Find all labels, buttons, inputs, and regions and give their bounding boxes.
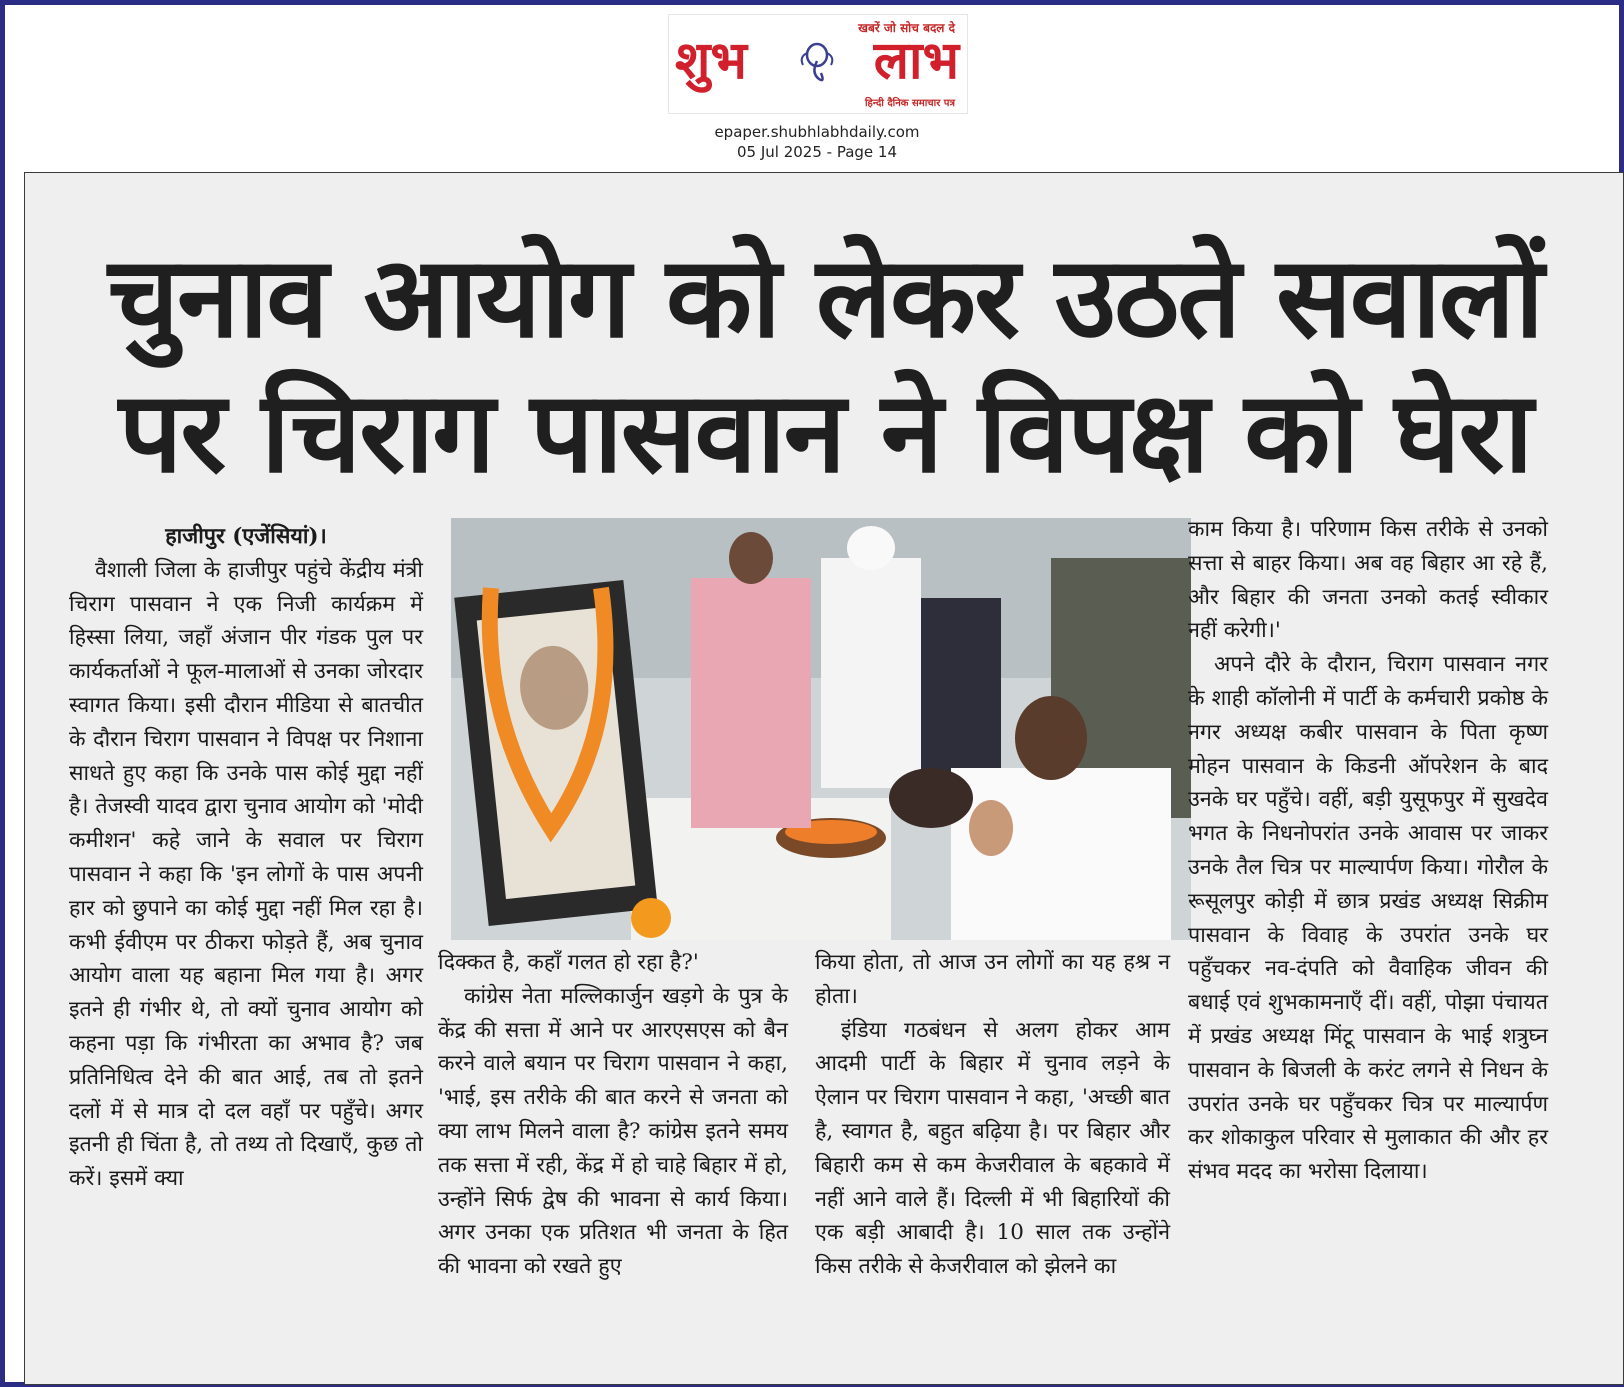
headline-line-1: चुनाव आयोग को लेकर उठते सवालों [107, 233, 1543, 363]
column-2-paragraph-2: कांग्रेस नेता मल्लिकार्जुन खड़गे के पुत्र के केंद्र की सत्ता में आने पर आरएसएस को बैन करने वाले बयान पर चिराग पासवान ने कहा, 'भाई, इस तरीके की बात करने से जनता को क्या लाभ मिलने वाला है? कांग्रेस इतने समय तक सत्ता में रही, केंद्र में हो चाहे बिहार में हो, उन्होंने सिर्फ द्वेष की भावना से कार्य किया। अगर उनका एक प्रतिशत भी जनता के हित की भावना को रखते हुए [438, 983, 788, 1280]
article-clipping [24, 172, 1624, 1385]
ganesha-emblem-icon [797, 39, 837, 87]
epaper-url[interactable]: epaper.shubhlabhdaily.com [714, 123, 920, 141]
column-4-paragraph-1: काम किया है। परिणाम किस तरीके से उनको सत्ता से बाहर किया। अब वह बिहार आ रहे हैं, और बिहार की जनता उनको कतई स्वीकार नहीं करेगी।' [1188, 517, 1548, 644]
dateline: हाजीपुर (एजेंसियां)। [165, 524, 327, 549]
news-photo [451, 518, 1191, 940]
article-column-2 [438, 946, 788, 1284]
edition-date-page: 05 Jul 2025 - Page 14 [736, 143, 897, 161]
article-column-3 [815, 946, 1170, 1284]
logo-text-right: लाभ [873, 31, 959, 91]
column-3-paragraph-2: इंडिया गठबंधन से अलग होकर आम आदमी पार्टी के बिहार में चुनाव लड़ने के ऐलान पर चिराग पासवान ने कहा, 'अच्छी बात है, स्वागत है, बहुत बढ़िया है। पर बिहार और बिहारी कम से कम केजरीवाल के बहकावे में नहीं आने वाले हैं। दिल्ली में भी बिहारियों की एक बड़ी आबादी है। 10 साल तक उन्होंने किस तरीके से केजरीवाल को झेलने का [815, 1017, 1170, 1280]
column-4-paragraph-2: अपने दौरे के दौरान, चिराग पासवान नगर के शाही कॉलोनी में पार्टी के कर्मचारी प्रकोष्ठ के नगर अध्यक्ष कबीर पासवान के पिता कृष्ण मोहन पासवान के किडनी ऑपरेशन के बाद उनके घर पहुँचे। वहीं, बड़ी युसूफपुर में सुखदेव भगत के निधनोपरांत उनके आवास पर जाकर उनके तैल चित्र पर माल्यार्पण किया। गोरौल के रूसूलपुर कोड़ी में छात्र प्रखंड अध्यक्ष सिक्रीम पासवान के विवाह के उपरांत उनके घर पहुँचकर नव-दंपति को वैवाहिक जीवन की बधाई एवं शुभकामनाएँ दीं। वहीं, पोझा पंचायत में प्रखंड अध्यक्ष मिंटू पासवान के भाई शत्रुघ्न पासवान के बिजली के करंट लगने से निधन के उपरांत उनके घर पहुँचकर चित्र पर माल्यार्पण कर शोकाकुल परिवार से मुलाकात की और हर संभव मदद का भरोसा दिलाया। [1188, 652, 1548, 1185]
news-photo-illustration [451, 518, 1191, 940]
column-2-paragraph-1: दिक्कत है, कहाँ गलत हो रहा है?' [438, 950, 699, 975]
newspaper-logo[interactable] [668, 14, 968, 114]
logo-text-left: शुभ [675, 31, 747, 91]
headline-line-2: पर चिराग पासवान ने विपक्ष को घेरा [118, 368, 1532, 498]
article-column-1 [69, 520, 423, 1196]
column-3-paragraph-1: किया होता, तो आज उन लोगों का यह हश्र न होता। [815, 950, 1170, 1009]
logo-tagline: खबरें जो सोच बदल दे [858, 21, 955, 35]
column-1-paragraph: वैशाली जिला के हाजीपुर पहुंचे केंद्रीय मंत्री चिराग पासवान ने एक निजी कार्यक्रम में हिस्सा लिया, जहाँ अंजान पीर गंडक पुल पर कार्यकर्ताओं ने फूल-मालाओं से उनका जोरदार स्वागत किया। इसी दौरान मीडिया से बातचीत के दौरान चिराग पासवान ने विपक्ष पर निशाना साधते हुए कहा कि उनके पास कोई मुद्दा नहीं है। तेजस्वी यादव द्वारा चुनाव आयोग को 'मोदी कमीशन' कहे जाने के सवाल पर चिराग पासवान ने कहा कि 'इन लोगों के पास अपनी हार को छुपाने का कोई मुद्दा नहीं मिल रहा है। कभी ईवीएम पर ठीकरा फोड़ते हैं, अब चुनाव आयोग वाला यह बहाना मिल गया है। अगर इतने ही गंभीर थे, तो क्यों चुनाव आयोग को कहना पड़ा कि गंभीरता का अभाव है? जब प्रतिनिधित्व देने की बात आई, तब तो इतने दलों में से मात्र दो दल वहाँ पर पहुँचे। अगर इतनी ही चिंता है, तो तथ्य तो दिखाएँ, कुछ तो करें। इसमें क्या [69, 557, 423, 1192]
logo-subtitle: हिन्दी दैनिक समाचार पत्र [864, 98, 955, 109]
article-column-4 [1188, 513, 1548, 1189]
